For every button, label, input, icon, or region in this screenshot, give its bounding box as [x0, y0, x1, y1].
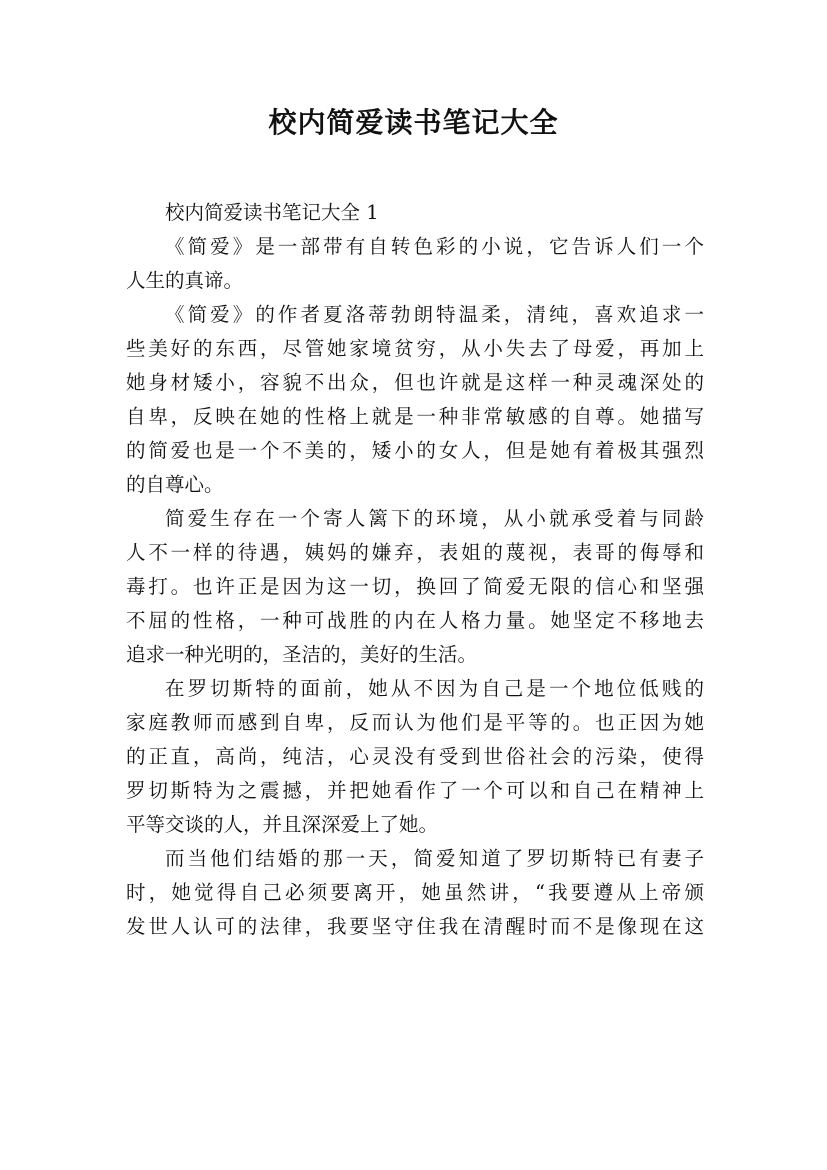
- paragraph-line: 罗切斯特为之震撼，并把她看作了一个可以和自己在精神上: [126, 779, 704, 802]
- paragraph-line: 些美好的东西，尽管她家境贫穷，从小失去了母爱，再加上: [126, 337, 704, 360]
- paragraph-line: 追求一种光明的，圣洁的，美好的生活。: [126, 643, 478, 666]
- paragraph-line: 自卑，反映在她的性格上就是一种非常敏感的自尊。她描写: [126, 405, 704, 428]
- paragraph-line: 而当他们结婚的那一天，简爱知道了罗切斯特已有妻子: [165, 847, 704, 870]
- paragraph-line: 不屈的性格，一种可战胜的内在人格力量。她坚定不移地去: [126, 609, 704, 632]
- paragraph-line: 的简爱也是一个不美的，矮小的女人，但是她有着极其强烈: [126, 439, 704, 462]
- paragraph-line: 在罗切斯特的面前，她从不因为自己是一个地位低贱的: [165, 677, 704, 700]
- paragraph-line: 《简爱》是一部带有自转色彩的小说，它告诉人们一个: [165, 235, 704, 258]
- paragraph-line: 时，她觉得自己必须要离开，她虽然讲，“我要遵从上帝颁: [126, 881, 704, 904]
- paragraph-line: 人不一样的待遇，姨妈的嫌弃，表姐的蔑视，表哥的侮辱和: [126, 541, 704, 564]
- paragraph-line: 人生的真谛。: [126, 269, 244, 292]
- paragraph-line: 《简爱》的作者夏洛蒂勃朗特温柔，清纯，喜欢追求一: [165, 303, 704, 326]
- paragraph-line: 她身材矮小，容貌不出众，但也许就是这样一种灵魂深处的: [126, 371, 704, 394]
- document-body: [126, 196, 704, 944]
- paragraph-line: 简爱生存在一个寄人篱下的环境，从小就承受着与同龄: [165, 507, 704, 530]
- paragraph-3: [126, 502, 704, 672]
- paragraph-5: [126, 842, 704, 944]
- paragraph-line: 家庭教师而感到自卑，反而认为他们是平等的。也正因为她: [126, 711, 704, 734]
- section-heading: 校内简爱读书笔记大全 1: [165, 201, 379, 224]
- paragraph-1: [126, 230, 704, 298]
- paragraph-line: 的自尊心。: [126, 473, 224, 496]
- page-title: 校内简爱读书笔记大全: [268, 106, 559, 139]
- paragraph-line: 的正直，高尚，纯洁，心灵没有受到世俗社会的污染，使得: [126, 745, 704, 768]
- paragraph-line: 发世人认可的法律，我要坚守住我在清醒时而不是像现在这: [126, 915, 704, 938]
- paragraph-line: 毒打。也许正是因为这一切，换回了简爱无限的信心和坚强: [126, 575, 704, 598]
- paragraph-4: [126, 672, 704, 842]
- paragraph-line: 平等交谈的人，并且深深爱上了她。: [126, 813, 439, 836]
- paragraph-2: [126, 298, 704, 502]
